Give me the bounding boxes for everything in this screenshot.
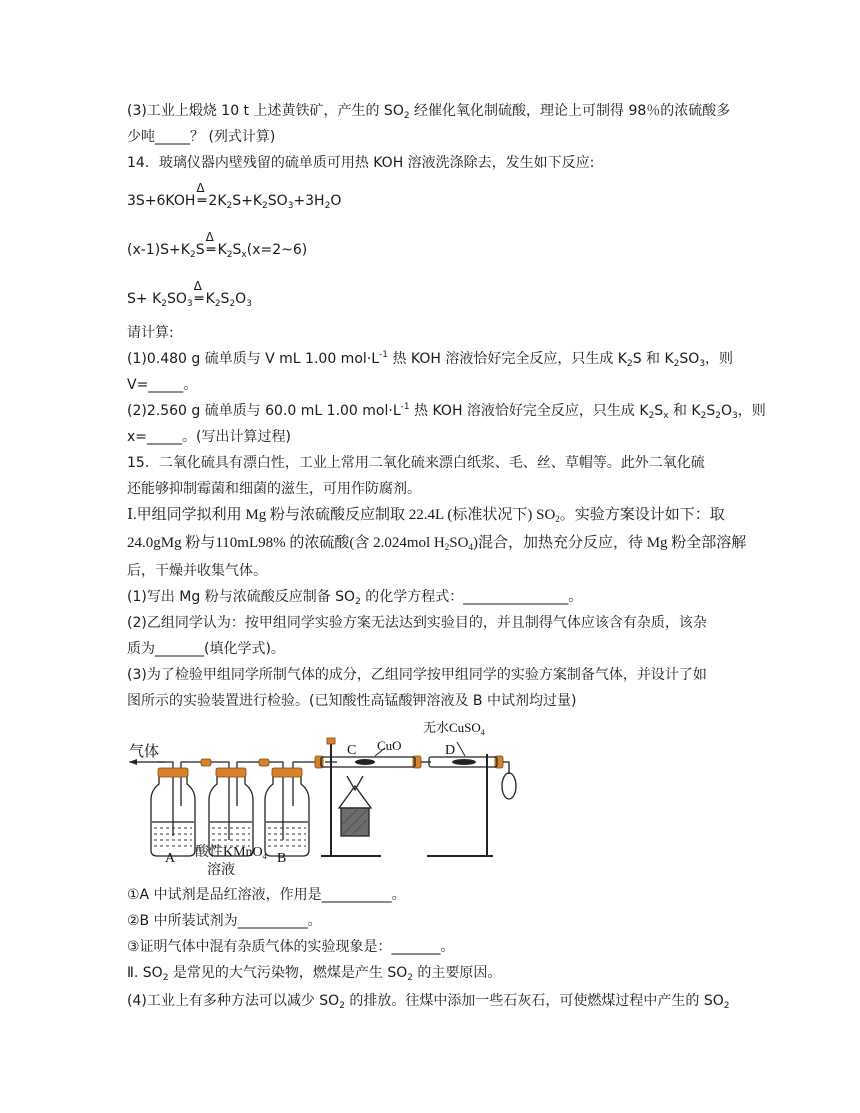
q15-q1: (1)写出 Mg 粉与浓硫酸反应制备 $SO_2$ 的化学方程式：_______________。 — [127, 589, 583, 607]
kmno4-solution-label: 溶液 — [207, 863, 235, 878]
q15-q4: (4)工业上有多种方法可以减少 $SO_2$ 的排放。往煤中添加一些石灰石，可使燃煤过程中产生的 $SO_2$ — [127, 993, 730, 1011]
q15-section-ii: Ⅱ. $SO_2$ 是常见的大气污染物，燃煤是产生 $SO_2$ 的主要原因。 — [127, 965, 502, 983]
q15-q2-line-1: (2)乙组同学认为：按甲组同学实验方案无法达到实验目的，并且制得气体应该含有杂质，该杂 — [127, 615, 707, 631]
q15-q3-line-2: 图所示的实验装置进行检验。(已知酸性高锰酸钾溶液及 B 中试剂均过量) — [127, 693, 577, 709]
q15-q3-line-1: (3)为了检验甲组同学所制气体的成分，乙组同学按甲组同学的实验方案制备气体，并设计了如 — [127, 667, 707, 683]
q15-check-1: ①A 中试剂是品红溶液，作用是__________。 — [127, 887, 406, 903]
label-d: D — [445, 743, 456, 758]
q14-intro: 14．玻璃仪器内壁残留的硫单质可用热 KOH 溶液洗涤除去，发生如下反应: — [127, 155, 595, 171]
q14-equation-1: 3S+6KOH Δ ═ $2K_2S+K_2SO_3+3H_2O$ — [127, 181, 342, 211]
q15-check-3: ③证明气体中混有杂质气体的实验现象是：_______。 — [127, 939, 455, 955]
q13-line-2: 少吨_____？ (列式计算) — [127, 129, 276, 145]
heat-delta-symbol: Δ ═ — [193, 279, 204, 307]
q15-section-i-line-2: 24.0gMg 粉与110mL98% 的浓硫酸(含 2.024mol $H_2SO_4$)混合，加热充分反应，待 Mg 粉全部溶解 — [127, 535, 747, 552]
drying-bulb — [502, 773, 516, 799]
cuo-label: CuO — [377, 738, 402, 753]
label-b: B — [277, 851, 287, 866]
q15-check-2: ②B 中所装试剂为__________。 — [127, 913, 322, 929]
heat-delta-symbol: Δ ═ — [196, 181, 207, 209]
label-c: C — [347, 743, 357, 758]
q15-line-1: 15．二氧化硫具有漂白性，工业上常用二氧化硫来漂白纸浆、毛、丝、草帽等。此外二氧化硫 — [127, 455, 705, 471]
bottle-kmno4 — [209, 776, 253, 856]
q14-part-2-line-1: (2)2.560 g 硫单质与 60.0 mL 1.00 $mol\cdot L^{-1}$ 热 KOH 溶液恰好完全反应，只生成 $K_2S_x$ 和 $K_2S_2O_3$，则 — [127, 402, 766, 421]
gas-label: 气体 — [129, 744, 160, 760]
kmno4-label: 酸性KMnO$_4$ — [195, 845, 267, 861]
cuso4-solid — [452, 759, 476, 765]
label-a: A — [165, 851, 176, 866]
q14-calc-heading: 请计算: — [127, 325, 174, 341]
q15-section-i-line-3: 后，干燥并收集气体。 — [127, 563, 267, 579]
q14-equation-3: $S+ K_2SO_3$ Δ ═ $K_2S_2O_3$ — [127, 279, 252, 309]
experiment-apparatus-figure — [125, 716, 525, 878]
q14-part-1-line-2: V=_____。 — [127, 377, 198, 393]
cuso4-label: 无水CuSO$_4$ — [423, 720, 485, 737]
q15-line-2: 还能够抑制霉菌和细菌的滋生，可用作防腐剂。 — [127, 481, 421, 497]
cuo-solid — [355, 759, 375, 765]
q14-part-1-line-1: (1)0.480 g 硫单质与 V mL 1.00 $mol\cdot L^{-1}$ 热 KOH 溶液恰好完全反应，只生成 $K_2S$ 和 $K_2SO_3$，则 — [127, 350, 734, 369]
bottle-b — [265, 776, 309, 856]
q14-equation-2: $(x-1)S+K_2S$ Δ ═ $K_2S_x(x=2\sim 6)$ — [127, 230, 308, 260]
q15-q2-line-2: 质为_______(填化学式)。 — [127, 641, 285, 657]
q14-part-2-line-2: x=_____。(写出计算过程) — [127, 429, 291, 445]
heat-delta-symbol: Δ ═ — [205, 230, 216, 258]
q13-line-1: (3)工业上煅烧 10 t 上述黄铁矿，产生的 $SO_2$ 经催化氧化制硫酸，理论上可制得 98％的浓硫酸多 — [127, 103, 731, 121]
q15-section-i-line-1: Ⅰ.甲组同学拟利用 Mg 粉与浓硫酸反应制取 22.4L (标准状况下) $SO_2$。实验方案设计如下：取 — [127, 507, 725, 524]
